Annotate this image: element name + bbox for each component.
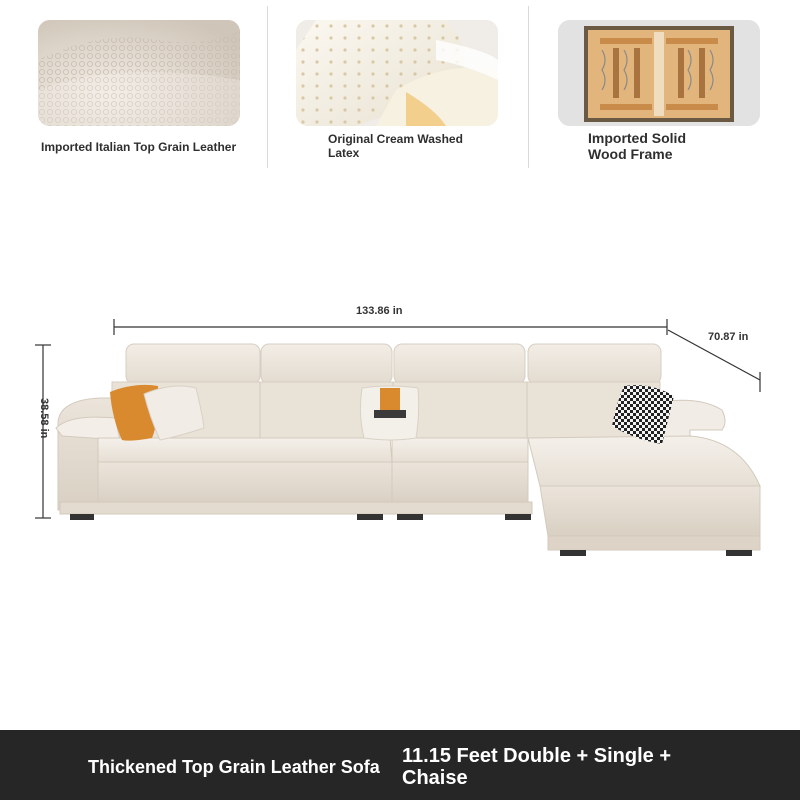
- feature-caption-leather: Imported Italian Top Grain Leather: [41, 140, 237, 154]
- height-dimension-label: 38.58 in: [38, 398, 50, 439]
- wood-frame-image: [558, 20, 760, 126]
- feature-divider: [267, 6, 268, 168]
- feature-caption-wood-frame-text: Imported Solid Wood Frame: [588, 130, 686, 162]
- feature-latex: [296, 20, 516, 170]
- footer-title: Thickened Top Grain Leather Sofa: [88, 757, 380, 777]
- depth-dimension-label: 70.87 in: [708, 331, 749, 343]
- width-dimension-label: 133.86 in: [356, 305, 403, 317]
- feature-divider: [528, 6, 529, 168]
- feature-caption-latex: [328, 132, 508, 160]
- feature-caption-wood-frame: [588, 130, 768, 162]
- leather-texture-image: [38, 20, 240, 126]
- footer-size: 11.15 Feet Double + Single + Chaise: [402, 745, 671, 789]
- feature-caption-latex-text: Original Cream Washed Latex: [328, 132, 463, 160]
- sofa-image: [0, 290, 800, 580]
- footer-banner: [0, 730, 800, 800]
- latex-foam-image: [296, 20, 498, 126]
- feature-wood-frame: [558, 20, 778, 170]
- feature-leather: [36, 20, 246, 170]
